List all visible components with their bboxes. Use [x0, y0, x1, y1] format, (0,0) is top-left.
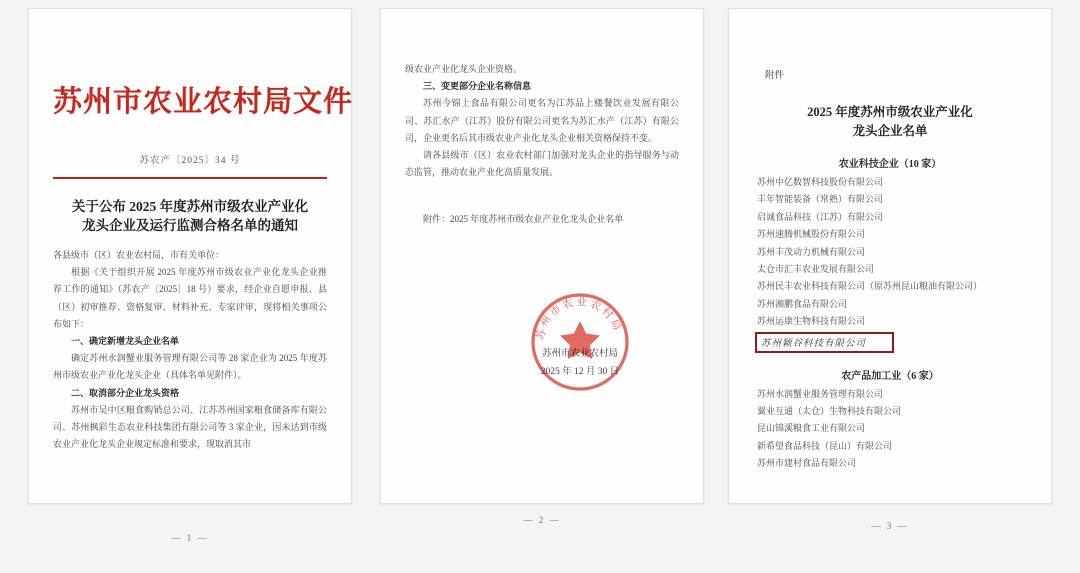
- page-3-content: [729, 67, 1051, 561]
- paragraph: 苏州今锦上食品有限公司更名为江苏品上楼餐饮业发展有限公司、苏汇水产（江苏）股份有限公司更名为苏汇水产（江苏）有限公司，企业更名后其市级农业产业化龙头企业相关资格保持不变。: [405, 98, 679, 143]
- salutation: 各县级市（区）农业农村局，市有关单位：: [53, 250, 225, 260]
- list-item: 苏州速腾机械股份有限公司: [757, 229, 866, 240]
- list-item: 启诚食品科技（江苏）有限公司: [757, 211, 884, 222]
- agri-tech-company-list: [757, 174, 1027, 331]
- signer-organization: 苏州市农业农村局: [541, 349, 618, 359]
- processing-company-list: [757, 386, 1027, 473]
- notice-title-line1: 关于公布 2025 年度苏州市级农业产业化: [71, 199, 309, 214]
- list-item: 苏州中亿数智科技股份有限公司: [757, 177, 884, 187]
- highlighted-company-box: 苏州颖谷科技有限公司: [755, 332, 894, 353]
- list-item: 苏州湘鹏食品有限公司: [757, 298, 848, 309]
- list-item: 新希望食品科技（昆山）有限公司: [757, 440, 893, 451]
- section-3-heading: 三、变更部分企业名称信息: [423, 81, 532, 92]
- document-page-3: [728, 8, 1052, 531]
- paragraph: 苏州市吴中区粮食购销总公司、江苏苏州国家粮食储备库有限公司、苏州枫彩生态农业科技集团有限公司等 3 家企业，因未达到市级农业产业化龙头企业规定标准和要求，现取消其市: [53, 404, 327, 450]
- page-number: — 2 —: [523, 515, 561, 525]
- attachment-reference: 附件：2025 年度苏州市级农业产业化龙头企业名单: [423, 214, 624, 225]
- list-item: 昆山锦溪粮食工业有限公司: [757, 423, 866, 434]
- list-item: 丰年智能装备（常熟）有限公司: [757, 194, 884, 205]
- attachment-label: 附件: [765, 71, 785, 81]
- page-number: — 3 —: [871, 521, 909, 531]
- list-item: 苏州丰茂动力机械有限公司: [757, 246, 866, 257]
- document-page-1: [28, 8, 354, 543]
- list-item: 翼业互通（太仓）生物科技有限公司: [757, 406, 902, 417]
- notice-title-line2: 龙头企业及运行监测合格名单的通知: [82, 218, 298, 233]
- section-1-heading: 一、确定新增龙头企业名单: [71, 336, 180, 347]
- annex-title-line1: 2025 年度苏州市级农业产业化: [807, 105, 973, 119]
- signature-date: 2025 年 12 月 30 日: [540, 367, 620, 377]
- annex-title-line2: 龙头企业名单: [852, 124, 928, 138]
- annex-title: [753, 103, 1027, 141]
- red-letterhead-title: 苏州市农业农村局文件: [53, 86, 354, 118]
- page-number: — 1 —: [171, 533, 209, 543]
- highlighted-company-wrapper: [753, 331, 1027, 353]
- signature-block: [475, 297, 685, 381]
- red-divider-line: [53, 177, 327, 179]
- seal-ring-text: 苏州市农业农村局: [535, 297, 624, 342]
- group-1-heading: 农业科技企业（10 家）: [838, 159, 942, 170]
- document-page-2: [380, 8, 704, 525]
- paragraph: 根据《关于组织开展 2025 年度苏州市级农业产业化龙头企业推荐工作的通知》（苏农产〔2025〕18 号）要求，经企业自愿申报、县（区）初审推荐、资格复审、材料补充、专家评审，现将相关事项公布如下：: [53, 267, 327, 329]
- notice-title: [53, 197, 327, 235]
- list-item: 苏州市建村食品有限公司: [757, 458, 857, 469]
- official-red-seal: [527, 289, 633, 395]
- paragraph-continued: 级农业产业化龙头企业资格。: [405, 64, 523, 74]
- page-1-body: [53, 247, 327, 453]
- page-1-content: [29, 79, 354, 573]
- page-2-content: [381, 61, 703, 555]
- paragraph: 请各县级市（区）农业农村部门加强对龙头企业的指导服务与动态监管，推动农业产业化高质量发展。: [405, 150, 679, 178]
- document-number: 苏农产〔2025〕34 号: [139, 156, 241, 166]
- seal-star-icon: [560, 321, 600, 359]
- paragraph: 确定苏州水润蟹业服务管理有限公司等 28 家企业为 2025 年度苏州市级农业产业化龙头企业（具体名单见附件）。: [53, 353, 327, 381]
- list-item: 太仓市汇丰农业发展有限公司: [757, 264, 875, 275]
- list-item: 苏州民丰农业科技有限公司（原苏州昆山粮油有限公司）: [757, 281, 983, 292]
- list-item: 苏州水润蟹业服务管理有限公司: [757, 388, 884, 399]
- group-2-heading: 农产品加工业（6 家）: [841, 370, 939, 382]
- list-item: 苏州运康生物科技有限公司: [757, 316, 866, 327]
- page-2-body: [405, 61, 679, 229]
- section-2-heading: 二、取消部分企业龙头资格: [71, 387, 180, 398]
